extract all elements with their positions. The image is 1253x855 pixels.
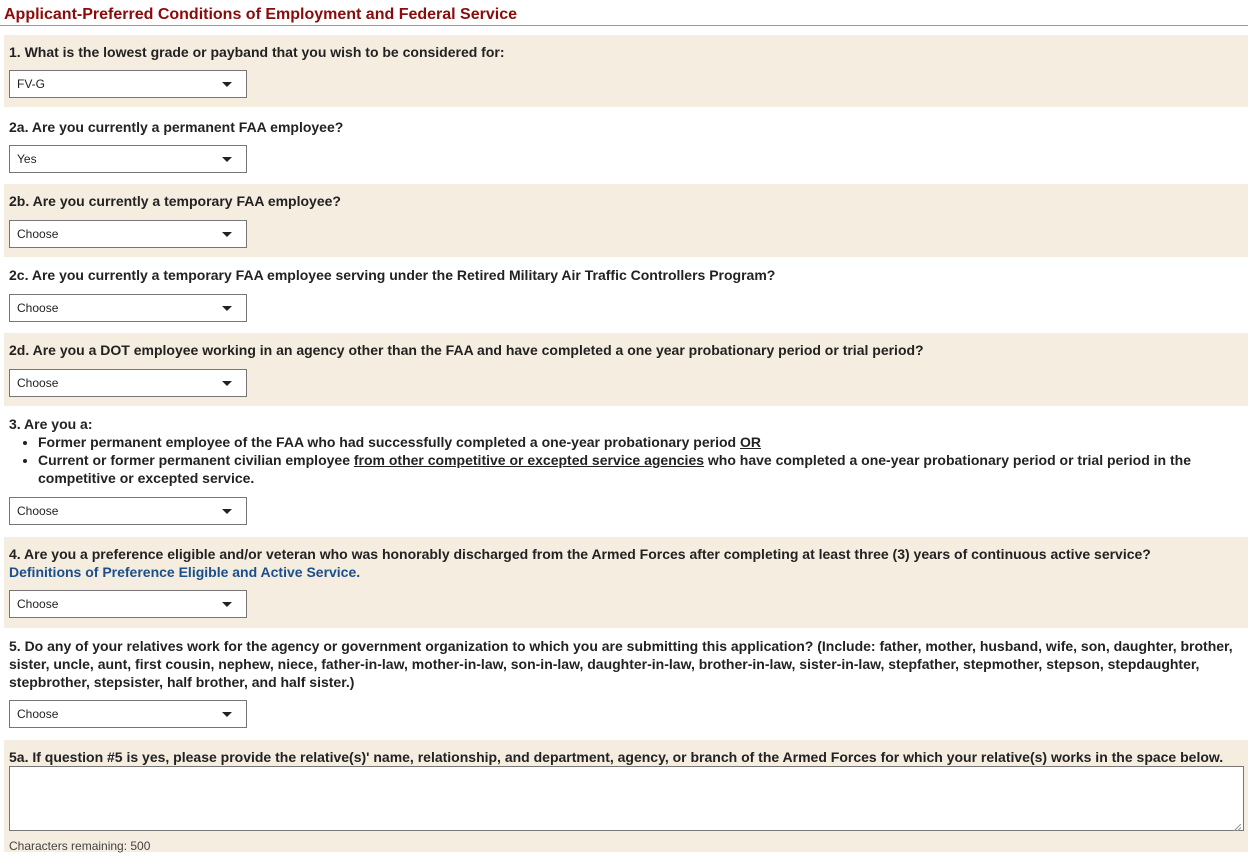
question-1 (4, 35, 1248, 107)
preference-definitions-link[interactable]: Definitions of Preference Eligible and Active Service. (9, 564, 361, 580)
question-5a-text: 5a. If question #5 is yes, please provide the relative(s)' name, relationship, and department, agency, or branch of the Armed Forces for which your relative(s) works in the space below. (9, 749, 1224, 765)
permanent-faa-select-value: Yes (17, 152, 37, 166)
question-2a (4, 108, 1248, 183)
question-2d (4, 333, 1248, 406)
dropdown-arrow-icon (222, 509, 232, 514)
temporary-faa-select-value: Choose (17, 227, 59, 241)
relatives-details-textarea[interactable] (9, 766, 1244, 831)
question-2b-text: 2b. Are you currently a temporary FAA employee? (9, 193, 341, 209)
question-2a-text: 2a. Are you currently a permanent FAA employee? (9, 119, 344, 135)
dot-employee-select-value: Choose (17, 376, 59, 390)
section-title: Applicant-Preferred Conditions of Employment and Federal Service (4, 6, 517, 23)
veteran-preference-select[interactable] (9, 590, 247, 618)
bullet-icon (23, 459, 27, 463)
former-employee-select-value: Choose (17, 504, 59, 518)
bullet-icon (23, 441, 27, 445)
dropdown-arrow-icon (222, 306, 232, 311)
question-5-text: 5. Do any of your relatives work for the agency or government organization to which you are submitting this application? (Include: father, mother, husband, wife, son, daughter, brother, sister, uncle, aunt, first cousin, nephew, niece, father-in-law, mother-in-law, son-in-law, daughter-in-law, brother-in-law, sister-in-law, stepfather, stepmother, stepson, stepdaughter, stepbrother, stepsister, half brother, and half sister.) (9, 638, 1233, 690)
grade-select[interactable] (9, 70, 247, 98)
option-2-text-post: who have completed a one-year probationary period or trial period in the competitive or excepted service. (38, 452, 1191, 486)
question-2d-text: 2d. Are you a DOT employee working in an agency other than the FAA and have completed a one year probationary period or trial period? (9, 342, 924, 358)
resize-grip-icon[interactable] (1234, 824, 1241, 831)
section-header (0, 0, 1248, 26)
dropdown-arrow-icon (222, 232, 232, 237)
permanent-faa-select[interactable] (9, 145, 247, 173)
dropdown-arrow-icon (222, 157, 232, 162)
question-4 (4, 537, 1248, 628)
question-5 (4, 629, 1248, 739)
characters-remaining: Characters remaining: 500 (9, 839, 151, 853)
option-1-or: OR (739, 434, 761, 450)
question-2b (4, 184, 1248, 257)
question-2c (4, 258, 1248, 332)
dropdown-arrow-icon (222, 82, 232, 87)
question-3-option-2 (9, 451, 1239, 487)
option-2-text-pre: Current or former permanent civilian employee (38, 452, 354, 468)
question-4-text: 4. Are you a preference eligible and/or veteran who was honorably discharged from the Armed Forces after completing at least three (3) years of continuous active service? (9, 546, 1151, 562)
veteran-preference-select-value: Choose (17, 597, 59, 611)
retired-military-atc-select[interactable] (9, 294, 247, 322)
other-agencies-link[interactable]: from other competitive or excepted service agencies (353, 452, 705, 468)
dropdown-arrow-icon (222, 381, 232, 386)
temporary-faa-select[interactable] (9, 220, 247, 248)
question-1-text: 1. What is the lowest grade or payband that you wish to be considered for: (9, 44, 505, 60)
relatives-select[interactable] (9, 700, 247, 728)
dropdown-arrow-icon (222, 602, 232, 607)
question-3-text: 3. Are you a: (9, 416, 93, 432)
grade-select-value: FV-G (17, 77, 46, 91)
relatives-select-value: Choose (17, 707, 59, 721)
dot-employee-select[interactable] (9, 369, 247, 397)
dropdown-arrow-icon (222, 712, 232, 717)
retired-military-atc-select-value: Choose (17, 301, 59, 315)
question-2c-text: 2c. Are you currently a temporary FAA employee serving under the Retired Military Air Traffic Controllers Program? (9, 267, 776, 283)
question-5a (4, 740, 1248, 852)
option-1-text: Former permanent employee of the FAA who had successfully completed a one-year probationary period (38, 434, 740, 450)
former-employee-select[interactable] (9, 497, 247, 525)
question-3 (4, 407, 1248, 536)
question-3-options (9, 433, 1239, 487)
question-3-option-1 (9, 433, 1239, 451)
